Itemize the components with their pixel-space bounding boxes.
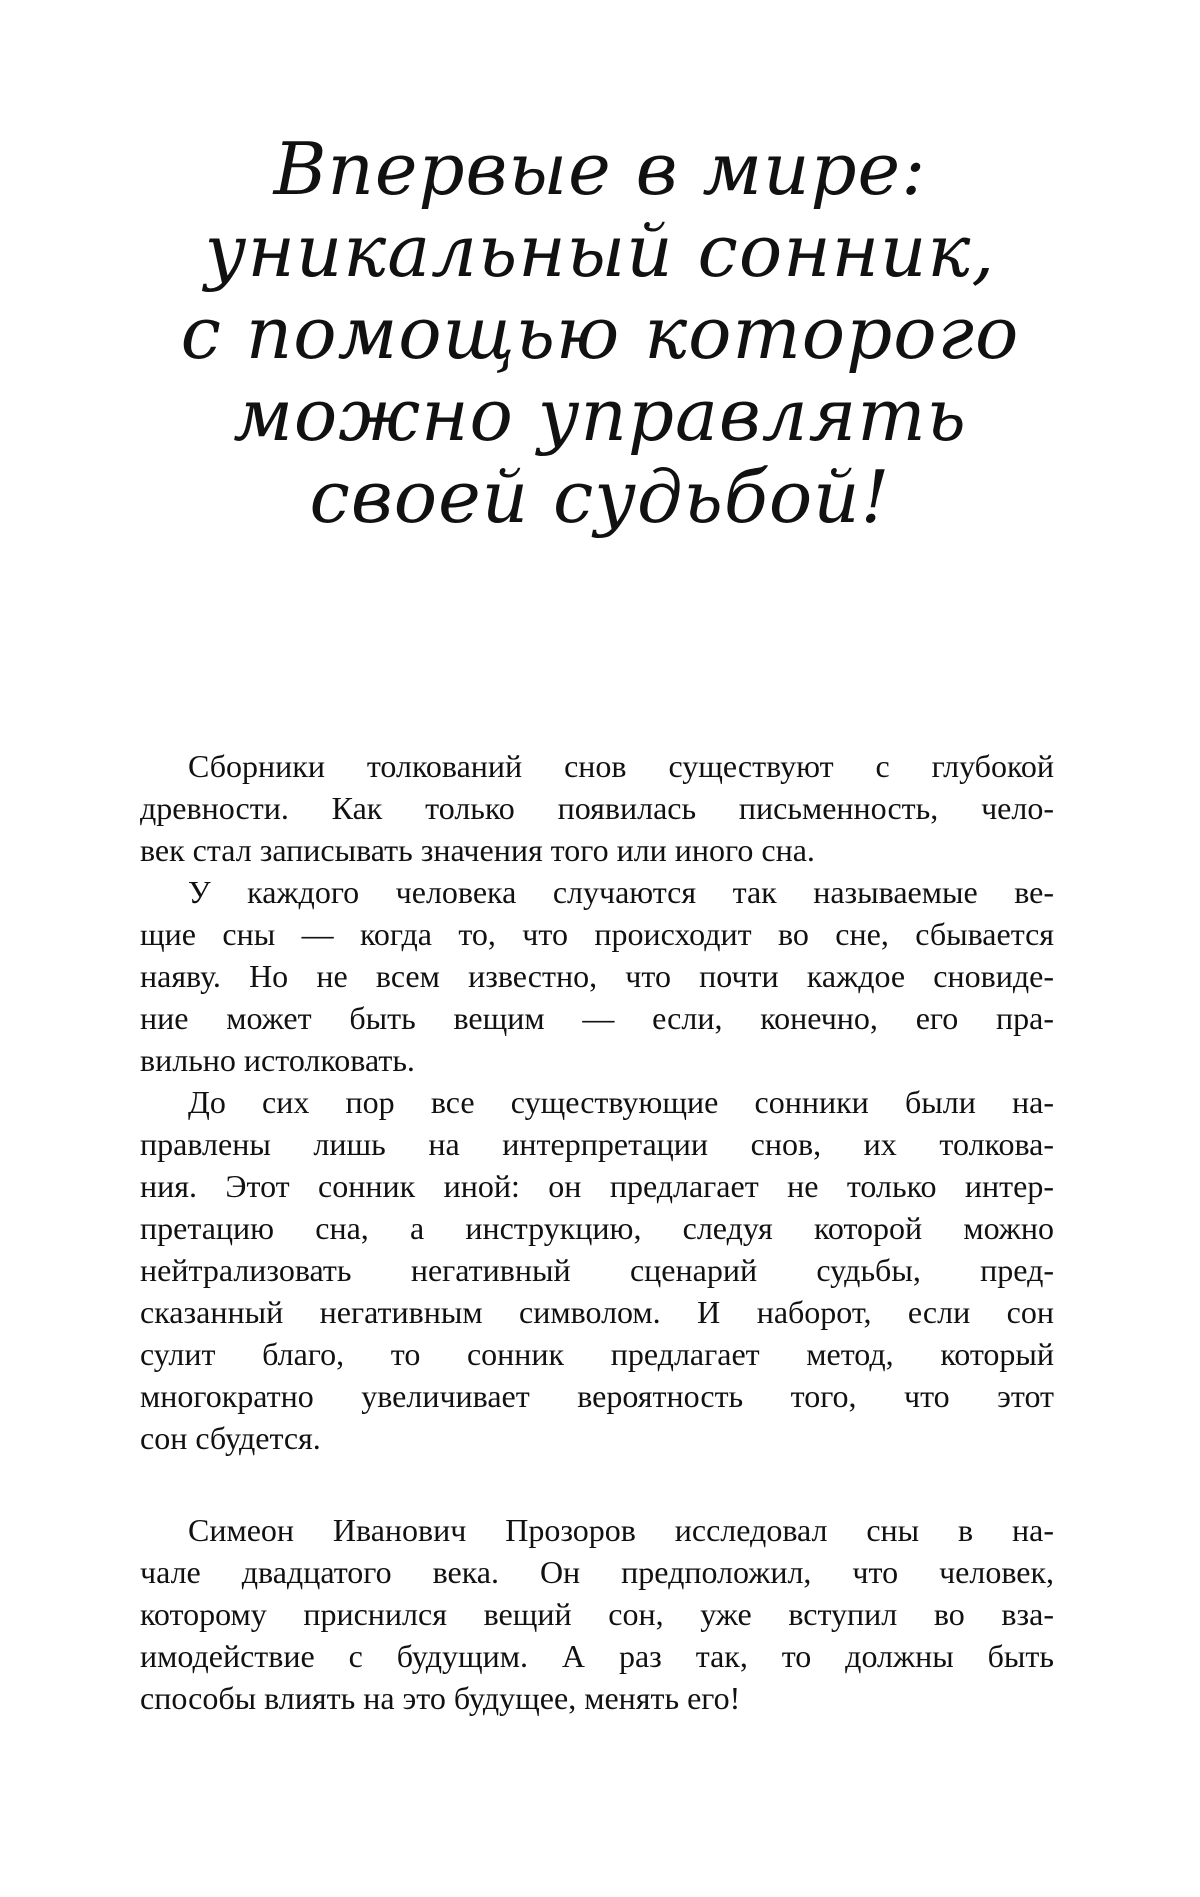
text-line: чале двадцатого века. Он предположил, что человек,	[140, 1554, 1054, 1590]
headline	[100, 128, 1100, 538]
paragraph-1	[140, 745, 1054, 871]
text-line: ния. Этот сонник иной: он предлагает не только интер-	[140, 1168, 1054, 1204]
text-line: которому приснился вещий сон, уже вступил во вза-	[140, 1596, 1054, 1632]
text-line: сулит благо, то сонник предлагает метод, который	[140, 1336, 1054, 1372]
text-line: наяву. Но не всем известно, что почти каждое сновиде-	[140, 958, 1054, 994]
paragraph-gap	[140, 1459, 1054, 1509]
text-line: Симеон Иванович Прозоров исследовал сны в на-	[188, 1512, 1054, 1548]
text-line: способы влиять на это будущее, менять его!	[140, 1680, 741, 1716]
paragraph-3	[140, 1081, 1054, 1459]
text-line: имодействие с будущим. А раз так, то должны быть	[140, 1638, 1054, 1674]
paragraph-4	[140, 1509, 1054, 1719]
headline-line: уникальный сонник,	[204, 209, 996, 293]
text-line: вильно истолковать.	[140, 1042, 415, 1078]
text-line: сказанный негативным символом. И наборот, если сон	[140, 1294, 1054, 1330]
text-line: До сих пор все существующие сонники были на-	[188, 1084, 1054, 1120]
text-line: правлены лишь на интерпретации снов, их толкова-	[140, 1126, 1054, 1162]
body-text	[140, 745, 1054, 1719]
text-line: ние может быть вещим — если, конечно, его пра-	[140, 1000, 1054, 1036]
text-line: Сборники толкований снов существуют с глубокой	[188, 748, 1054, 784]
text-line: многократно увеличивает вероятность того, что этот	[140, 1378, 1054, 1414]
text-line: У каждого человека случаются так называемые ве-	[188, 874, 1054, 910]
paragraph-2	[140, 871, 1054, 1081]
text-line: сон сбудется.	[140, 1420, 321, 1456]
text-line: древности. Как только появилась письменность, чело-	[140, 790, 1054, 826]
text-line: щие сны — когда то, что происходит во сне, сбывается	[140, 916, 1054, 952]
headline-line: Впервые в мире:	[273, 127, 927, 211]
headline-line: своей судьбой!	[309, 455, 891, 539]
text-line: нейтрализовать негативный сценарий судьбы, пред-	[140, 1252, 1054, 1288]
headline-line: с помощью которого	[180, 291, 1020, 375]
headline-line: можно управлять	[233, 373, 967, 457]
text-line: век стал записывать значения того или иного сна.	[140, 832, 815, 868]
text-line: претацию сна, а инструкцию, следуя которой можно	[140, 1210, 1054, 1246]
